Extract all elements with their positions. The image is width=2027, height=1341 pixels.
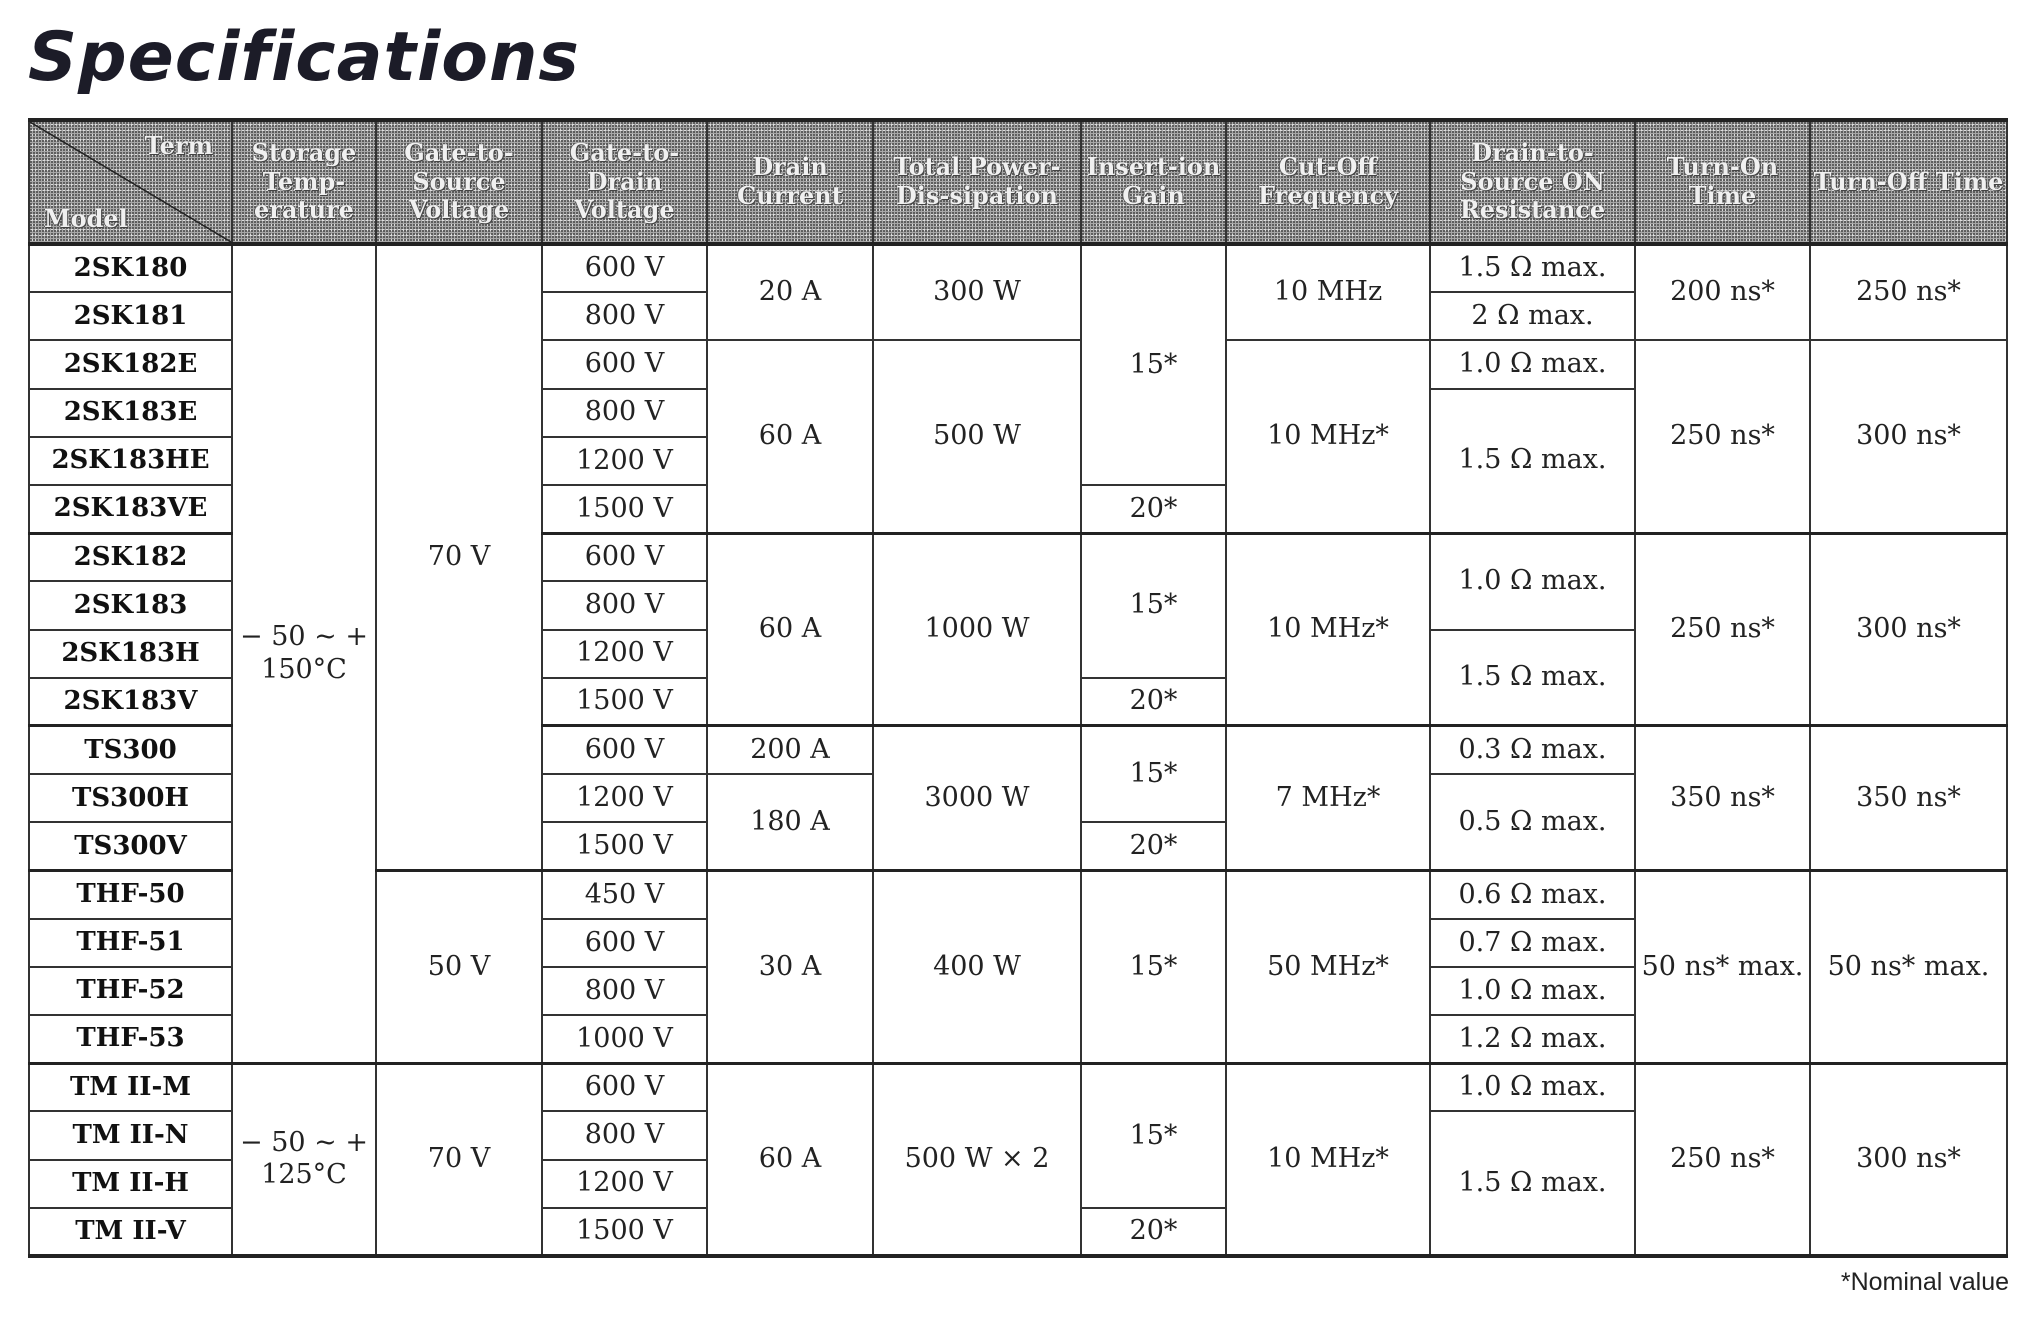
cutoff-frequency-cell: 7 MHz* [1226,726,1430,871]
turn-on-time-cell: 250 ns* [1635,1063,1810,1256]
header-gate-drain-voltage: Gate-to-Drain Voltage [542,120,707,244]
gate-drain-voltage-cell: 1500 V [542,822,707,870]
header-gate-source-voltage: Gate-to-Source Voltage [376,120,542,244]
power-dissipation-cell: 300 W [873,244,1081,340]
on-resistance-cell: 0.5 Ω max. [1430,774,1635,870]
cutoff-frequency-cell: 10 MHz [1226,244,1430,340]
insertion-gain-cell: 20* [1081,822,1226,870]
model-name: 2SK182 [29,533,232,581]
insertion-gain-cell: 15* [1081,244,1226,485]
header-term: Term [144,131,213,160]
gate-drain-voltage-cell: 800 V [542,1111,707,1159]
header-cutoff-frequency: Cut-Off Frequency [1226,120,1430,244]
gate-drain-voltage-cell: 1500 V [542,485,707,533]
turn-off-time-cell: 300 ns* [1810,340,2007,533]
power-dissipation-cell: 500 W [873,340,1081,533]
turn-on-time-cell: 50 ns* max. [1635,870,1810,1063]
turn-off-time-cell: 50 ns* max. [1810,870,2007,1063]
gate-drain-voltage-cell: 1000 V [542,1015,707,1063]
model-name: TM II-H [29,1160,232,1208]
cutoff-frequency-cell: 10 MHz* [1226,1063,1430,1256]
power-dissipation-cell: 1000 W [873,533,1081,726]
model-name: 2SK182E [29,340,232,388]
gate-drain-voltage-cell: 1200 V [542,1160,707,1208]
header-term-model [29,120,232,244]
on-resistance-cell: 0.7 Ω max. [1430,919,1635,967]
model-name: 2SK183 [29,581,232,629]
turn-on-time-cell: 250 ns* [1635,533,1810,726]
gate-source-voltage-cell: 70 V [376,1063,542,1256]
turn-off-time-cell: 300 ns* [1810,533,2007,726]
model-name: THF-53 [29,1015,232,1063]
on-resistance-cell: 0.6 Ω max. [1430,870,1635,918]
turn-on-time-cell: 350 ns* [1635,726,1810,871]
header-row [29,120,2007,244]
on-resistance-cell: 1.5 Ω max. [1430,1111,1635,1256]
model-name: TS300H [29,774,232,822]
header-insertion-gain: Insert-ion Gain [1081,120,1226,244]
header-storage-temp: Storage Temp-erature [232,120,376,244]
on-resistance-cell: 1.2 Ω max. [1430,1015,1635,1063]
drain-current-cell: 20 A [707,244,873,340]
gate-drain-voltage-cell: 800 V [542,581,707,629]
gate-drain-voltage-cell: 600 V [542,340,707,388]
gate-drain-voltage-cell: 600 V [542,726,707,774]
page-title: Specifications [28,18,580,97]
power-dissipation-cell: 400 W [873,870,1081,1063]
insertion-gain-cell: 20* [1081,485,1226,533]
header-power-dissipation: Total Power-Dis-sipation [873,120,1081,244]
gate-drain-voltage-cell: 450 V [542,870,707,918]
drain-current-cell: 200 A [707,726,873,774]
gate-drain-voltage-cell: 1500 V [542,1208,707,1256]
gate-drain-voltage-cell: 1200 V [542,437,707,485]
gate-drain-voltage-cell: 1500 V [542,678,707,726]
cutoff-frequency-cell: 50 MHz* [1226,870,1430,1063]
drain-current-cell: 60 A [707,340,873,533]
insertion-gain-cell: 15* [1081,1063,1226,1208]
model-name: 2SK183H [29,630,232,678]
power-dissipation-cell: 500 W × 2 [873,1063,1081,1256]
specifications-table [28,118,2008,1258]
header-drain-current: Drain Current [707,120,873,244]
storage-temp-cell: − 50 ~ + 150°C [232,244,376,1063]
model-name: TM II-N [29,1111,232,1159]
on-resistance-cell: 1.5 Ω max. [1430,244,1635,292]
insertion-gain-cell: 20* [1081,678,1226,726]
gate-drain-voltage-cell: 600 V [542,1063,707,1111]
on-resistance-cell: 1.0 Ω max. [1430,533,1635,629]
table-row [29,1063,2007,1111]
cutoff-frequency-cell: 10 MHz* [1226,533,1430,726]
insertion-gain-cell: 15* [1081,533,1226,678]
insertion-gain-cell: 20* [1081,1208,1226,1256]
table-row [29,244,2007,292]
model-name: TS300V [29,822,232,870]
on-resistance-cell: 2 Ω max. [1430,292,1635,340]
turn-off-time-cell: 300 ns* [1810,1063,2007,1256]
drain-current-cell: 60 A [707,1063,873,1256]
model-name: THF-52 [29,967,232,1015]
header-on-resistance: Drain-to-Source ON Resistance [1430,120,1635,244]
turn-on-time-cell: 250 ns* [1635,340,1810,533]
turn-off-time-cell: 250 ns* [1810,244,2007,340]
gate-drain-voltage-cell: 600 V [542,919,707,967]
model-name: 2SK183V [29,678,232,726]
model-name: 2SK183HE [29,437,232,485]
gate-drain-voltage-cell: 600 V [542,244,707,292]
model-name: TS300 [29,726,232,774]
gate-drain-voltage-cell: 800 V [542,389,707,437]
on-resistance-cell: 1.0 Ω max. [1430,1063,1635,1111]
gate-drain-voltage-cell: 800 V [542,967,707,1015]
model-name: 2SK183E [29,389,232,437]
drain-current-cell: 30 A [707,870,873,1063]
model-name: TM II-V [29,1208,232,1256]
on-resistance-cell: 1.5 Ω max. [1430,630,1635,726]
model-name: 2SK181 [29,292,232,340]
cutoff-frequency-cell: 10 MHz* [1226,340,1430,533]
gate-drain-voltage-cell: 1200 V [542,774,707,822]
footnote: *Nominal value [1840,1268,2009,1296]
gate-source-voltage-cell: 70 V [376,244,542,870]
gate-drain-voltage-cell: 800 V [542,292,707,340]
model-name: 2SK180 [29,244,232,292]
gate-source-voltage-cell: 50 V [376,870,542,1063]
gate-drain-voltage-cell: 600 V [542,533,707,581]
model-name: TM II-M [29,1063,232,1111]
on-resistance-cell: 1.5 Ω max. [1430,389,1635,534]
turn-on-time-cell: 200 ns* [1635,244,1810,340]
header-model: Model [44,204,128,234]
power-dissipation-cell: 3000 W [873,726,1081,871]
header-turn-on-time: Turn-On Time [1635,120,1810,244]
drain-current-cell: 60 A [707,533,873,726]
turn-off-time-cell: 350 ns* [1810,726,2007,871]
drain-current-cell: 180 A [707,774,873,870]
model-name: 2SK183VE [29,485,232,533]
model-name: THF-51 [29,919,232,967]
insertion-gain-cell: 15* [1081,870,1226,1063]
insertion-gain-cell: 15* [1081,726,1226,822]
gate-drain-voltage-cell: 1200 V [542,630,707,678]
on-resistance-cell: 0.3 Ω max. [1430,726,1635,774]
on-resistance-cell: 1.0 Ω max. [1430,340,1635,388]
storage-temp-cell: − 50 ~ + 125°C [232,1063,376,1256]
header-turn-off-time: Turn-Off Time [1810,120,2007,244]
on-resistance-cell: 1.0 Ω max. [1430,967,1635,1015]
model-name: THF-50 [29,870,232,918]
